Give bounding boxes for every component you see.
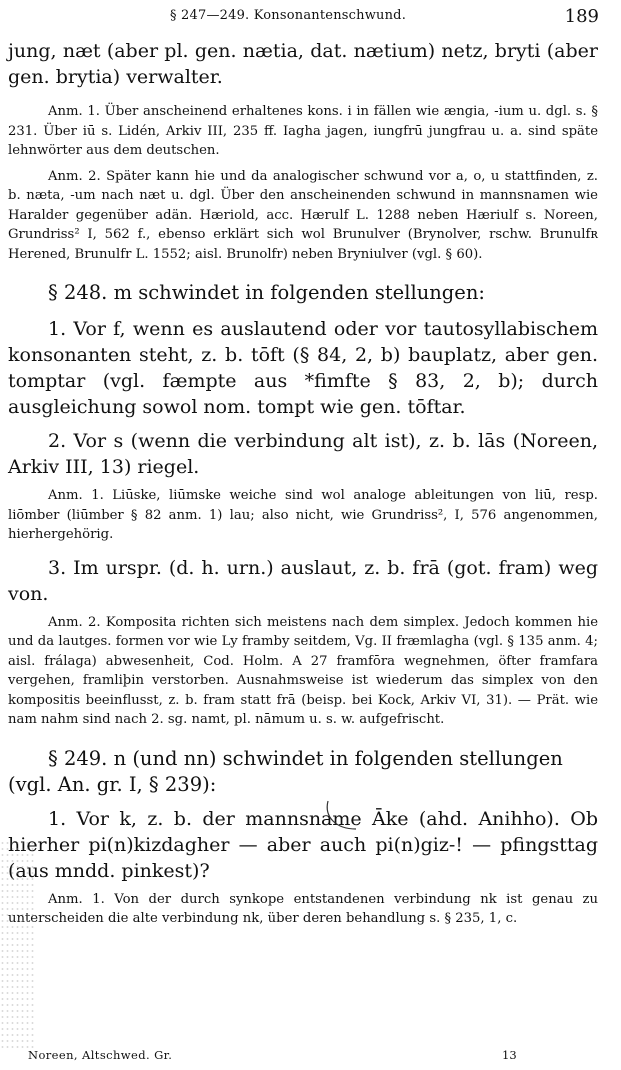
page-number: 189 — [564, 6, 599, 27]
section-249-heading: § 249. n (und nn) schwindet in folgenden stellungen (vgl. An. gr. I, § 239): — [8, 746, 563, 796]
paragraph-continuation: jung, næt (aber pl. gen. nætia, dat. nætium) netz, bryti (aber gen. brytia) verwalter. — [8, 40, 598, 88]
scan-speckle — [0, 840, 34, 1050]
section-248-item-1: 1. Vor f, wenn es auslautend oder vor tautosyllabischem konsonanten steht, z. b. tōft (§ 84, 2, b) bauplatz, aber gen. tomptar (vgl. fæmpte aus *fimfte § 83, 2, b); durch ausgleichung sowol nom. tompt wie gen. tōftar. — [8, 318, 598, 418]
section-248-item-2: 2. Vor s (wenn die verbindung alt ist), z. b. lās (Noreen, Arkiv III, 13) riegel. — [8, 430, 598, 478]
running-title: § 247—249. Konsonantenschwund. — [170, 8, 407, 23]
pencil-mark-icon — [322, 795, 362, 835]
note-anm2: Anm. 2. Später kann hie und da analogischer schwund vor a, o, u stattfinden, z. b. næta, -um nach næt u. dgl. Über den anscheinenden schwund in mannsnamen wie Haralder gegenüber adän. Hæriold, acc. Hærulf L. 1288 neben Hæriulf s. Noreen, Grundriss² I, 562 f., ebenso erklärt sich wol Brunulver (Brynolver, rschw. Brunulfʀ Herened, Brunulfr L. 1552; aisl. Brunolfr) neben Bryniulver (vgl. § 60). — [8, 168, 598, 262]
section-248-item-3: 3. Im urspr. (d. h. urn.) auslaut, z. b. frā (got. fram) weg von. — [8, 556, 598, 605]
running-header — [0, 6, 621, 26]
section-249-item-1: 1. Vor k, z. b. der mannsname Āke (ahd. Anihho). Ob hierher pi(n)kizdagher — aber auch pi(n)giz-! — pfingsttag (aus mndd. pinkest)? — [8, 807, 598, 882]
section-248-note-1: Anm. 1. Liūske, liūmske weiche sind wol analoge ableitungen von liū, resp. liōmber (liūmber § 82 anm. 1) lau; also nicht, wie Grundriss², I, 576 angenommen, hierhergehörig. — [8, 488, 598, 542]
section-249-note-1: Anm. 1. Von der durch synkope entstandenen verbindung nk ist genau zu unterscheiden die alte verbindung nk, über deren behandlung s. § 235, 1, c. — [8, 891, 598, 926]
page-footer — [28, 1048, 598, 1064]
section-248-heading: § 248. m schwindet in folgenden stellungen: — [48, 281, 485, 304]
printer-signature: Noreen, Altschwed. Gr. — [28, 1048, 173, 1062]
section-248-note-2: Anm. 2. Komposita richten sich meistens nach dem simplex. Jedoch kommen hie und da lautges. formen vor wie Ly framby seitdem, Vg. II fræmlagha (vgl. § 135 anm. 4; aisl. frálaga) abwesenheit, Cod. Holm. A 27 framfōra wegnehmen, öfter framfara vergehen, framliþin verstorben. Ausnahmsweise ist wiederum das simplex von den kompositis beeinflusst, z. b. fram statt frā (beisp. bei Kock, Arkiv VI, 31). — Prät. wie nam nahm sind nach 2. sg. namt, pl. nāmum u. s. w. aufgefrischt. — [8, 614, 598, 727]
sheet-number: 13 — [502, 1048, 517, 1062]
note-anm1: Anm. 1. Über anscheinend erhaltenes kons. i in fällen wie ængia, -ium u. dgl. s. § 231. Über iū s. Lidén, Arkiv III, 235 ff. Iagha jagen, iungfrū jungfrau u. a. sind späte lehnwörter aus dem deutschen. — [8, 104, 598, 158]
page-body — [8, 38, 598, 929]
